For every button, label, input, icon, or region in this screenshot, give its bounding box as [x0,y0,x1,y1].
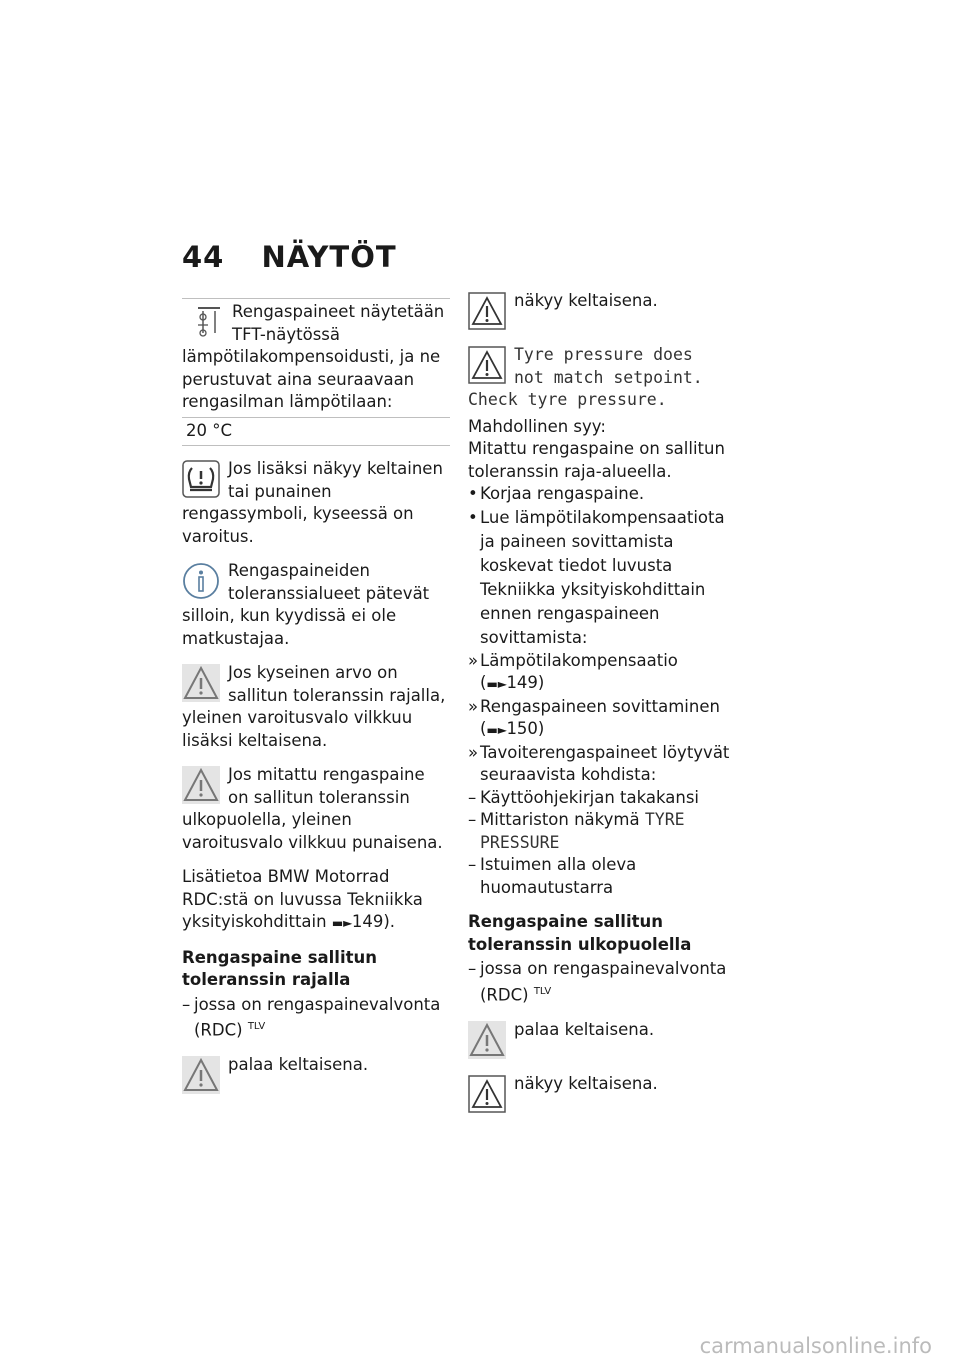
warning-triangle-icon [468,1021,506,1059]
page-reference: 150) [506,719,545,738]
page-reference-link[interactable]: (▬►149) [480,673,544,692]
info-text: Rengaspaineiden toleranssialueet pätevät silloin, kun kyydissä ei ole matkustajaa. [182,561,430,648]
note-box [182,298,450,446]
top-warning-paragraph [468,290,740,332]
page-reference: 149). [351,912,396,931]
display-message-line: Tyre pressure does [514,345,693,364]
display-message-line: not match setpoint. [514,367,703,387]
location-text: Mittariston näkymä [480,810,640,829]
chapter-title: NÄYTÖT [261,240,397,274]
list-item [468,650,740,696]
warning-triangle-icon [182,1056,220,1094]
reference-text: Rengaspaineen sovittaminen [480,696,720,716]
display-message-line: Check tyre pressure. [468,390,667,409]
note-box-text: Rengaspaineet näytetään TFT-näytössä lämpötilakompensoidusti, ja ne perustuvat aina seuraavaan rengasilman lämpötilaan: [182,302,445,411]
condition-list [182,994,450,1043]
top-warning-text: näkyy keltaisena. [514,291,658,310]
watermark: carmanualsonline.info [699,1334,932,1358]
warning-triangle-icon [468,1075,506,1113]
action-list [468,483,740,650]
warning-red-paragraph [182,764,450,854]
arrow-right-icon: ▬► [331,916,353,930]
list-item [468,696,740,742]
page-reference-link[interactable]: (▬►150) [480,719,544,738]
tyre-symbol-paragraph [182,458,450,548]
arrow-right-icon: ▬► [486,723,508,737]
page-reference-link[interactable] [332,912,395,931]
thermometer-note-icon [194,303,224,341]
warning-paragraph [468,1073,740,1115]
yellow-light-paragraph [182,1054,450,1096]
tlv-superscript: TLV [533,985,552,997]
display-view-name: PRESSURE [480,832,560,852]
warning-yellow-paragraph [182,662,450,752]
warning-text: näkyy keltaisena. [514,1073,658,1093]
more-info-paragraph [182,866,450,935]
list-item [468,809,740,854]
reference-text: Lämpötilakompensaatio [480,650,678,670]
list-item: – Istuimen alla oleva huomautustarra [468,854,740,899]
list-item [182,994,450,1043]
condition-text: jossa on rengaspainevalvonta (RDC) [194,994,441,1040]
reference-temperature: 20 °C [182,417,450,446]
yellow-light-paragraph [468,1019,740,1061]
warning-triangle-icon [468,292,506,330]
condition-text: jossa on rengaspainevalvonta (RDC) [480,959,727,1004]
warning-red-text: Jos mitattu rengaspaine on sallitun toleranssin ulkopuolella, yleinen varoitusvalo vilkkuu punaisena. [182,765,443,852]
arrow-right-icon: ▬► [486,677,508,691]
right-column [468,290,740,1127]
page-number: 44 [182,240,225,274]
tyre-pressure-icon [182,460,220,498]
page-title [182,240,397,274]
list-item [468,958,740,1007]
display-view-name: TYRE [644,810,685,829]
tyre-symbol-text: Jos lisäksi näkyy keltainen tai punainen rengassymboli, kyseessä on varoitus. [182,459,443,546]
section-heading: Rengaspaine sallitun toleranssin ulkopuolella [468,912,692,954]
cause-label: Mahdollinen syy: [468,416,606,436]
list-item: • Korjaa rengaspaine. [468,483,740,506]
tlv-superscript: TLV [247,1021,266,1032]
list-item: » Tavoiterengaspaineet löytyvät seuraavista kohdista: [468,742,740,787]
display-message-paragraph [468,344,740,412]
info-paragraph [182,560,450,650]
info-icon [182,562,220,600]
warning-triangle-icon [182,664,220,702]
list-item: • Lue lämpötilakompensaatiota ja paineen sovittamista koskevat tiedot luvusta Tekniikka yksityiskohdittain ennen rengaspaineen sovittamista: [468,506,740,650]
warning-yellow-text: Jos kyseinen arvo on sallitun toleranssin rajalla, yleinen varoitusvalo vilkkuu lisäksi keltaisena. [182,663,446,750]
page-reference: 149) [506,673,545,692]
warning-triangle-icon [182,766,220,804]
warning-triangle-icon [468,346,506,384]
list-item: – Käyttöohjekirjan takakansi [468,787,740,810]
reference-list [468,650,740,787]
left-column [182,298,450,1108]
section-heading: Rengaspaine sallitun toleranssin rajalla [182,947,377,989]
yellow-light-text: palaa keltaisena. [228,1055,369,1074]
location-list [468,787,740,900]
cause-text: Mitattu rengaspaine on sallitun toleranssin raja-alueella. [468,439,725,481]
condition-list [468,958,740,1007]
note-box-content [182,299,450,417]
yellow-light-text: palaa keltaisena. [514,1019,655,1039]
more-info-text: Lisätietoa BMW Motorrad RDC:stä on luvussa Tekniikka yksityiskohdittain [182,867,423,931]
